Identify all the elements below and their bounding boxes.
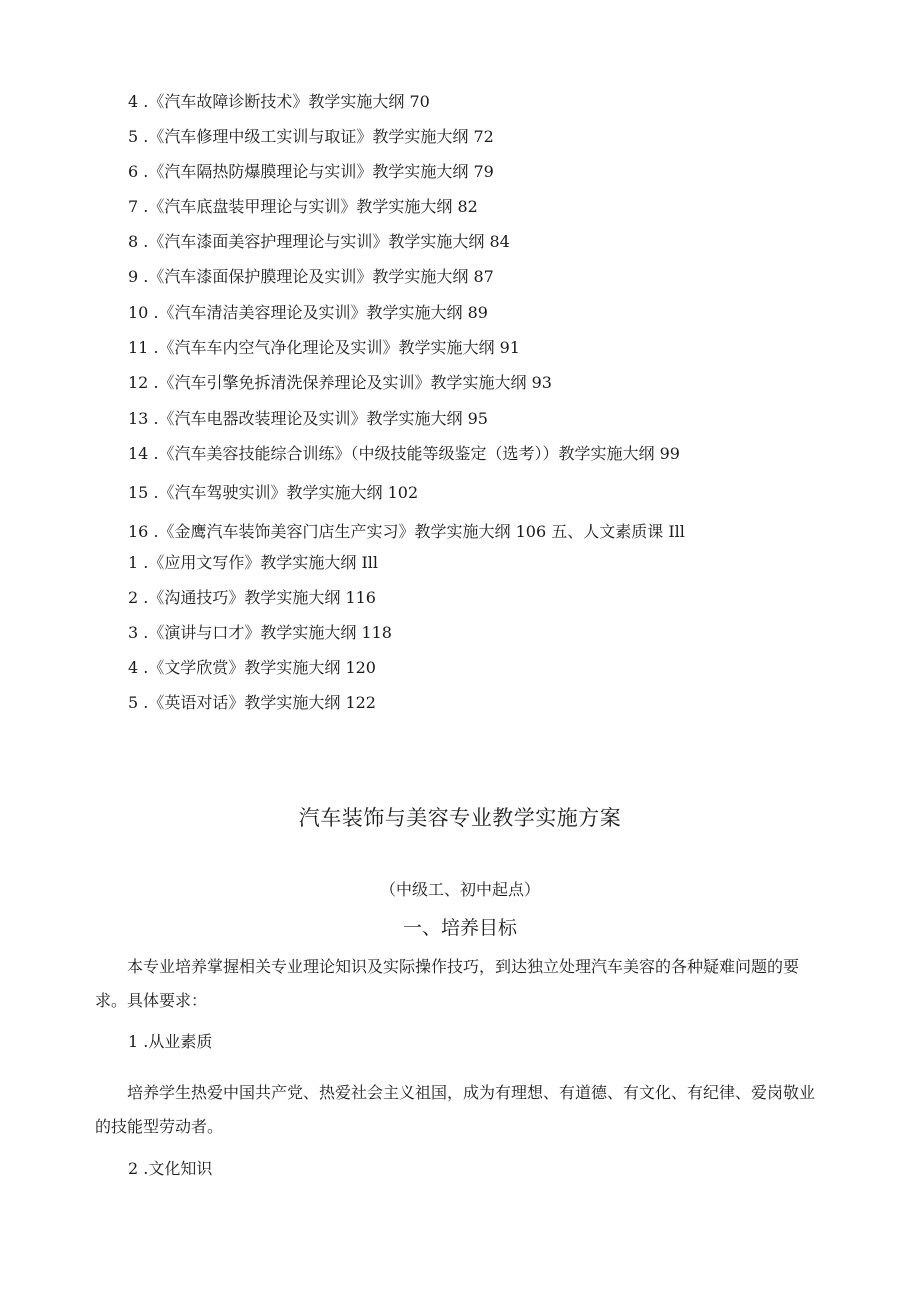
document-subtitle: （中级工、初中起点） (379, 880, 540, 899)
toc-entry: 7 .《汽车底盘装甲理论与实训》教学实施大纲 82 (128, 197, 478, 216)
intro-paragraph: 本专业培养掌握相关专业理论知识及实际操作技巧，到达独立处理汽车美容的各种疑难问题的要求。具体要求： (95, 957, 800, 1010)
toc-entry: 8 .《汽车漆面美容护理理论与实训》教学实施大纲 84 (128, 232, 510, 251)
item-paragraph: 培养学生热爱中国共产党、热爱社会主义祖国，成为有理想、有道德、有文化、有纪律、爱岗敬业的技能型劳动者。 (95, 1083, 816, 1136)
toc-entry: 5 .《英语对话》教学实施大纲 122 (128, 693, 376, 712)
item-label: 1 .从业素质 (128, 1032, 213, 1051)
toc-entry: 12 .《汽车引擎免拆清洗保养理论及实训》教学实施大纲 93 (128, 373, 552, 392)
toc-entry: 5 .《汽车修理中级工实训与取证》教学实施大纲 72 (128, 127, 494, 146)
toc-entry: 13 .《汽车电器改装理论及实训》教学实施大纲 95 (128, 409, 488, 428)
toc-entry: 1 .《应用文写作》教学实施大纲 Ill (128, 553, 378, 572)
document-title: 汽车装饰与美容专业教学实施方案 (298, 806, 622, 830)
toc-entry: 4 .《文学欣赏》教学实施大纲 120 (128, 658, 376, 677)
toc-entry: 2 .《沟通技巧》教学实施大纲 116 (128, 588, 376, 607)
toc-entry: 15 .《汽车驾驶实训》教学实施大纲 102 (128, 483, 419, 502)
toc-entry: 3 .《演讲与口才》教学实施大纲 118 (128, 623, 392, 642)
toc-entry: 10 .《汽车清洁美容理论及实训》教学实施大纲 89 (128, 303, 488, 322)
toc-entry: 6 .《汽车隔热防爆膜理论与实训》教学实施大纲 79 (128, 162, 494, 181)
item-label: 2 .文化知识 (128, 1159, 213, 1178)
toc-entry: 14 .《汽车美容技能综合训练》（中级技能等级鉴定（选考））教学实施大纲 99 (128, 444, 680, 463)
toc-entry: 9 .《汽车漆面保护膜理论及实训》教学实施大纲 87 (128, 267, 494, 286)
toc-entry: 4 .《汽车故障诊断技术》教学实施大纲 70 (128, 92, 430, 111)
toc-entry: 16 .《金鹰汽车装饰美容门店生产实习》教学实施大纲 106 五、人文素质课 Ill (128, 522, 685, 541)
section-heading: 一、培养目标 (402, 917, 517, 939)
toc-entry: 11 .《汽车车内空气净化理论及实训》教学实施大纲 91 (128, 338, 520, 357)
